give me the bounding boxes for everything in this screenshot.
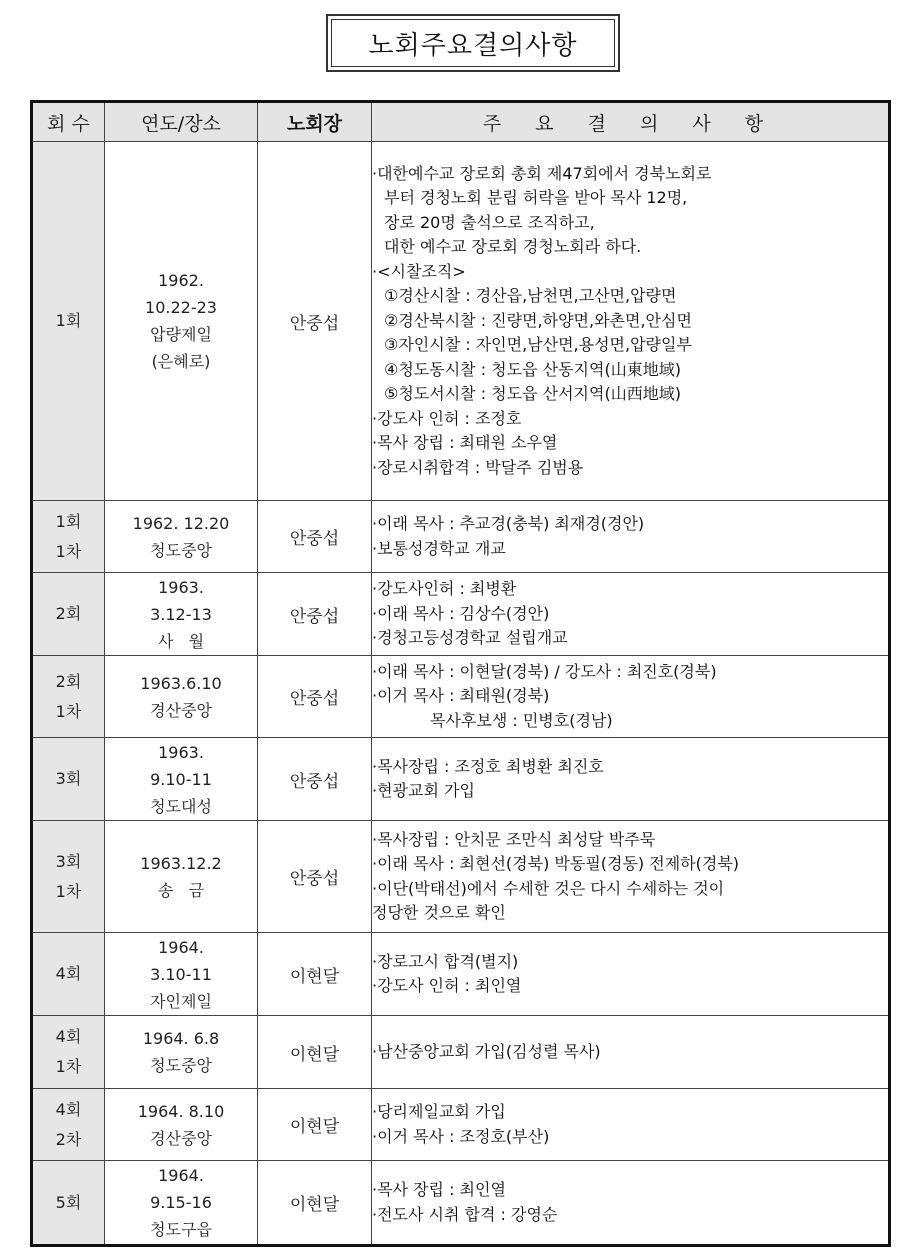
- session-cell: [32, 1161, 105, 1246]
- table-header-row: [32, 102, 890, 142]
- date-place-line: 10.22-23: [145, 298, 217, 317]
- resolution-line: ②경산북시찰 : 진량면,하양면,와촌면,안심면: [384, 310, 692, 330]
- resolution-line: ·이래 목사 : 최현선(경북) 박동필(경동) 전제하(경북): [372, 854, 740, 873]
- session-label: 2차: [55, 1129, 82, 1149]
- date-place-line: 1962. 12.20: [132, 513, 230, 533]
- date-place-line: (은혜로): [151, 352, 211, 371]
- session-label: 1회: [55, 311, 82, 330]
- resolutions-cell: [372, 933, 890, 1016]
- table-row: [32, 933, 890, 1016]
- resolution-line: ·강도사 인허 : 조정호: [372, 408, 522, 428]
- resolution-line: ·장로고시 합격(별지): [372, 951, 519, 971]
- session-label: 1차: [55, 1057, 82, 1076]
- session-label: 3회: [55, 769, 82, 788]
- date-place-line: 압량제일: [150, 325, 212, 344]
- resolution-line: ·장로시취합격 : 박달주 김범용: [372, 457, 584, 477]
- date-place-line: 1963.: [158, 577, 204, 597]
- resolution-line: 부터 경청노회 분립 허락을 받아 목사 12명,: [384, 188, 688, 208]
- session-cell: [32, 142, 105, 501]
- moderator-cell: 안중섭: [258, 821, 372, 933]
- moderator-cell: 안중섭: [258, 142, 372, 501]
- resolutions-cell: [372, 1089, 890, 1161]
- resolution-line: ·대한예수교 장로회 총회 제47회에서 경북노회로: [372, 163, 712, 183]
- resolution-line: ·당리제일교회 가입: [372, 1102, 506, 1121]
- moderator-cell: 이현달: [258, 933, 372, 1016]
- resolution-line: ·강도사 인허 : 최인열: [372, 976, 522, 995]
- resolution-line: ·남산중앙교회 가입(김성렬 목사): [372, 1041, 601, 1061]
- resolution-line: ·강도사인허 : 최병환: [372, 579, 517, 599]
- resolutions-cell: [372, 738, 890, 821]
- date-place-line: 1963.12.2: [140, 853, 222, 873]
- session-cell: [32, 1089, 105, 1161]
- session-cell: [32, 573, 105, 656]
- date-place-line: 1964. 8.10: [137, 1101, 225, 1121]
- document-title: 노회주요결의사항: [331, 19, 615, 67]
- resolution-line: 장로 20명 출석으로 조직하고,: [384, 212, 595, 232]
- session-label: 1차: [55, 541, 82, 561]
- presbytery-minutes-table: [30, 100, 891, 1247]
- session-cell: [32, 738, 105, 821]
- date-place-line: 1963.6.10: [140, 673, 222, 693]
- table-row: [32, 501, 890, 573]
- resolutions-cell: [372, 142, 890, 501]
- date-place-line: 1963.: [158, 742, 204, 762]
- resolution-line: 대한 예수교 장로회 경청노회라 하다.: [384, 237, 642, 257]
- header-main-resolutions-label: 주 요 결 의 사 항: [482, 112, 778, 135]
- resolutions-cell: [372, 573, 890, 656]
- resolution-line: ·현광교회 가입: [372, 781, 475, 800]
- moderator-cell: 이현달: [258, 1161, 372, 1246]
- header-date-place: 연도/장소: [105, 102, 258, 142]
- resolution-line: ·이래 목사 : 추교경(충북) 최재경(경안): [372, 514, 645, 533]
- resolutions-cell: [372, 501, 890, 573]
- date-place-line: 청도중앙: [150, 540, 212, 560]
- resolution-line: ·목사 장립 : 최인열: [372, 1180, 506, 1199]
- header-moderator: 노회장: [258, 102, 372, 142]
- moderator-cell: 안중섭: [258, 573, 372, 656]
- date-place-cell: [105, 142, 258, 501]
- moderator-cell: 안중섭: [258, 501, 372, 573]
- date-place-cell: [105, 933, 258, 1016]
- header-main-resolutions: [372, 102, 890, 142]
- date-place-cell: [105, 1161, 258, 1246]
- date-place-line: 경산중앙: [150, 1128, 212, 1148]
- moderator-cell: 안중섭: [258, 656, 372, 738]
- date-place-cell: [105, 501, 258, 573]
- resolution-line: ·이단(박태선)에서 수세한 것은 다시 수세하는 것이: [372, 878, 725, 898]
- date-place-line: 자인제일: [150, 991, 212, 1011]
- resolutions-cell: [372, 821, 890, 933]
- session-label: 2회: [55, 671, 82, 691]
- date-place-line: 1964.: [158, 937, 204, 957]
- resolutions-cell: [372, 1016, 890, 1089]
- resolution-line: ③자인시찰 : 자인면,남산면,용성면,압량일부: [384, 335, 692, 355]
- resolution-line: ·목사장립 : 안치문 조만식 최성달 박주묵: [372, 829, 656, 849]
- date-place-line: 9.10-11: [150, 769, 212, 789]
- table-body: [32, 142, 890, 1246]
- date-place-line: 청도구읍: [150, 1220, 212, 1239]
- date-place-line: 청도중앙: [150, 1056, 212, 1075]
- session-label: 4회: [55, 964, 82, 983]
- date-place-line: 사 월: [157, 631, 205, 651]
- resolution-line: ·이래 목사 : 김상수(경안): [372, 603, 550, 623]
- date-place-cell: [105, 738, 258, 821]
- resolution-line: ·<시찰조직>: [372, 261, 466, 281]
- session-label: 1회: [55, 511, 82, 531]
- date-place-line: 송 금: [157, 880, 205, 900]
- table-row: [32, 1016, 890, 1089]
- session-label: 1차: [55, 881, 82, 901]
- date-place-line: 3.12-13: [150, 604, 212, 624]
- date-place-cell: [105, 821, 258, 933]
- resolution-line: ·보통성경학교 개교: [372, 538, 506, 558]
- session-label: 4회: [55, 1027, 82, 1046]
- date-place-line: 청도대성: [150, 796, 212, 816]
- table-row: [32, 573, 890, 656]
- session-cell: [32, 933, 105, 1016]
- date-place-line: 1964. 6.8: [142, 1029, 220, 1048]
- resolution-line: ⑤청도서시찰 : 청도읍 산서지역(山西地域): [384, 384, 681, 404]
- date-place-line: 3.10-11: [150, 964, 212, 984]
- session-label: 2회: [55, 604, 82, 623]
- table-row: [32, 1161, 890, 1246]
- date-place-cell: [105, 573, 258, 656]
- session-label: 5회: [55, 1192, 82, 1212]
- table-row: [32, 142, 890, 501]
- session-label: 4회: [55, 1099, 82, 1119]
- date-place-cell: [105, 656, 258, 738]
- date-place-cell: [105, 1016, 258, 1089]
- date-place-line: 경산중앙: [150, 700, 212, 720]
- header-session: 회 수: [32, 102, 105, 142]
- moderator-cell: 이현달: [258, 1089, 372, 1161]
- resolution-line: ·이거 목사 : 최태원(경북): [372, 686, 550, 706]
- resolution-line: ·이래 목사 : 이현달(경북) / 강도사 : 최진호(경북): [372, 661, 717, 681]
- table-row: [32, 738, 890, 821]
- resolutions-cell: [372, 1161, 890, 1246]
- session-label: 1차: [55, 701, 82, 721]
- document-title-box: [326, 14, 620, 72]
- resolution-line: ·목사 장립 : 최태원 소우열: [372, 433, 558, 453]
- date-place-cell: [105, 1089, 258, 1161]
- resolution-line: ·전도사 시취 합격 : 강영순: [372, 1204, 558, 1224]
- resolution-line: ·목사장립 : 조정호 최병환 최진호: [372, 756, 604, 776]
- session-cell: [32, 656, 105, 738]
- resolution-line: ·이거 목사 : 조정호(부산): [372, 1126, 550, 1146]
- resolution-line: 목사후보생 : 민병호(경남): [430, 710, 613, 730]
- table-row: [32, 1089, 890, 1161]
- resolution-line: 정당한 것으로 확인: [372, 903, 506, 922]
- session-cell: [32, 821, 105, 933]
- date-place-line: 1962.: [158, 271, 204, 290]
- resolution-line: ④청도동시찰 : 청도읍 산동지역(山東地域): [384, 359, 681, 379]
- table-row: [32, 656, 890, 738]
- resolutions-cell: [372, 656, 890, 738]
- session-cell: [32, 501, 105, 573]
- moderator-cell: 안중섭: [258, 738, 372, 821]
- date-place-line: 1964.: [158, 1166, 204, 1185]
- session-cell: [32, 1016, 105, 1089]
- resolution-line: ·경청고등성경학교 설립개교: [372, 628, 568, 648]
- date-place-line: 9.15-16: [150, 1193, 212, 1212]
- table-row: [32, 821, 890, 933]
- session-label: 3회: [55, 851, 82, 871]
- moderator-cell: 이현달: [258, 1016, 372, 1089]
- resolution-line: ①경산시찰 : 경산읍,남천면,고산면,압량면: [384, 286, 677, 306]
